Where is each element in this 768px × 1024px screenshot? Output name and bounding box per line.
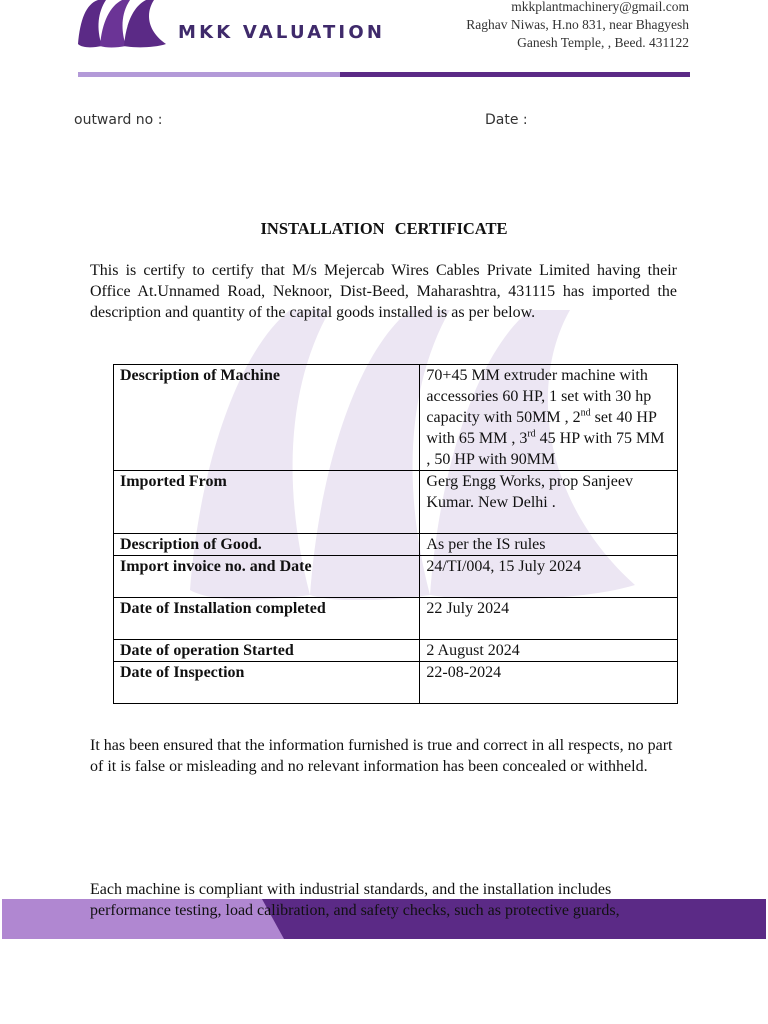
outward-number-label: outward no : xyxy=(74,112,163,128)
brand-name: MKK VALUATION xyxy=(178,22,386,43)
contact-address-line-2: Ganesh Temple, , Beed. 431122 xyxy=(517,35,689,50)
table-row xyxy=(114,598,678,640)
header-rule-light xyxy=(78,72,340,77)
table-row xyxy=(114,662,678,704)
row-label: Description of Good. xyxy=(114,534,420,556)
table-row xyxy=(114,471,678,534)
table-row xyxy=(114,365,678,471)
row-value: Gerg Engg Works, prop Sanjeev Kumar. New Delhi . xyxy=(420,471,678,534)
header-rule-dark xyxy=(340,72,690,77)
row-value: 22-08-2024 xyxy=(420,662,678,704)
row-value: 24/TI/004, 15 July 2024 xyxy=(420,556,678,598)
row-value: As per the IS rules xyxy=(420,534,678,556)
row-label: Date of Inspection xyxy=(114,662,420,704)
row-value-text: set 40 HP with 65 MM , 3 xyxy=(426,409,657,447)
intro-paragraph: This is certify to certify that M/s Mejercab Wires Cables Private Limited having their Office At.Unnamed Road, Neknoor, Dist-Beed, Maharashtra, 431115 has imported the description and quantity of the capital goods installed is as per below. xyxy=(90,262,677,321)
row-value xyxy=(420,365,678,471)
closing-paragraph: Each machine is compliant with industrial standards, and the installation includes performance testing, load calibration, and safety checks, such as protective guards, xyxy=(90,881,620,919)
row-label: Import invoice no. and Date xyxy=(114,556,420,598)
certificate-title: INSTALLATION CERTIFICATE xyxy=(260,219,508,238)
contact-email: mkkplantmachinery@gmail.com xyxy=(511,0,689,14)
details-table xyxy=(113,364,678,704)
date-label: Date : xyxy=(485,112,528,128)
superscript: nd xyxy=(580,407,591,419)
row-label: Date of Installation completed xyxy=(114,598,420,640)
row-value-text: 70+45 MM extruder machine with accessories 60 HP, 1 set with 30 hp capacity with 50MM , 2 xyxy=(426,367,652,426)
row-label: Imported From xyxy=(114,471,420,534)
row-value: 2 August 2024 xyxy=(420,640,678,662)
logo-icon xyxy=(76,0,168,48)
row-value: 22 July 2024 xyxy=(420,598,678,640)
declaration-paragraph: It has been ensured that the information furnished is true and correct in all respects, no part of it is false or misleading and no relevant information has been concealed or withheld. xyxy=(90,737,673,775)
table-row xyxy=(114,640,678,662)
row-value-text: 45 HP with 75 MM , 50 HP with 90MM xyxy=(426,430,665,468)
superscript: rd xyxy=(527,428,536,440)
contact-block xyxy=(466,0,689,52)
table-row xyxy=(114,556,678,598)
row-label: Description of Machine xyxy=(114,365,420,471)
row-label: Date of operation Started xyxy=(114,640,420,662)
table-row xyxy=(114,534,678,556)
contact-address-line-1: Raghav Niwas, H.no 831, near Bhagyesh xyxy=(466,17,689,32)
